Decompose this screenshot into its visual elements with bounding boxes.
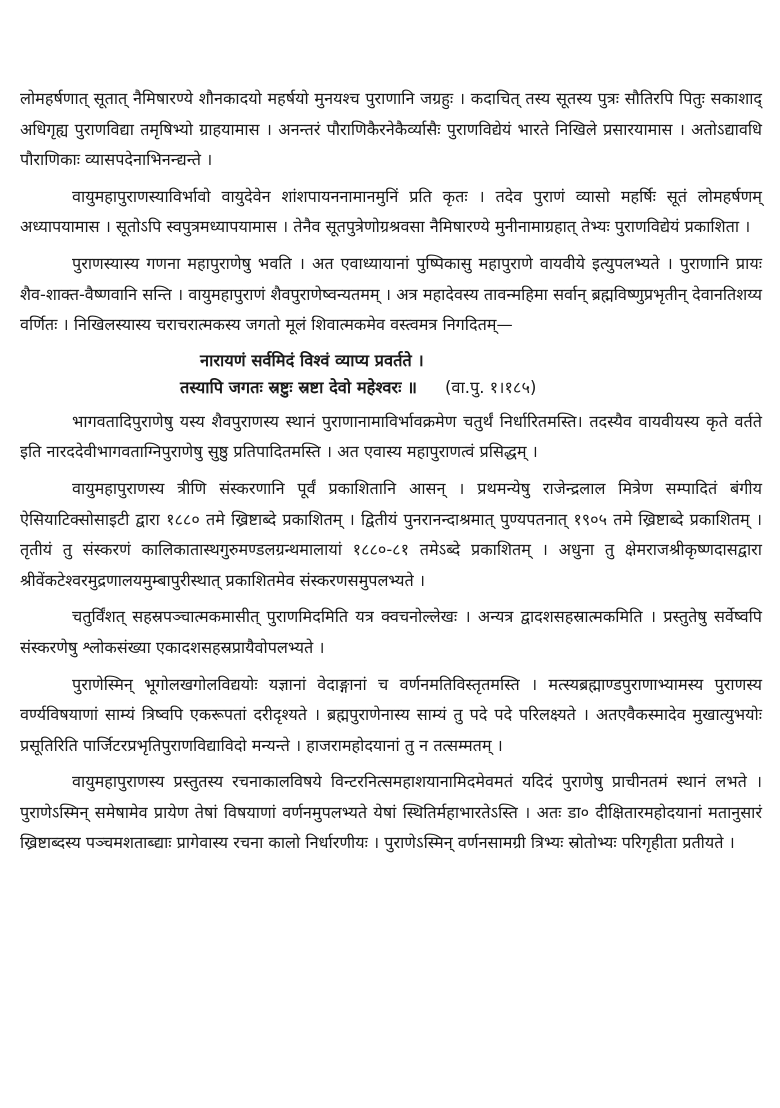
paragraph-3: पुराणस्यास्य गणना महापुराणेषु भवति । अत एवाध्यायानां पुष्पिकासु महापुराणे वायवीये इत्युपलभ्यते । पुराणानि प्रायः शैव-शाक्त-वैष्णवानि सन्ति । वायुमहापुराणं शैवपुराणेष्वन्यतमम् । अत्र महादेवस्य तावन्महिमा सर्वान् ब्रह्मविष्णुप्रभृतीन् देवानतिशय्य वर्णितः । निखिलस्यास्य चराचरात्मकस्य जगतो मूलं शिवात्मकमेव वस्त्वमत्र निगदितम्— bbox=[20, 253, 762, 335]
paragraph-2: वायुमहापुराणस्याविर्भावो वायुदेवेन शांशपायननामानमुनिं प्रति कृतः । तदेव पुराणं व्यासो महर्षिः सूतं लोमहर्षणम् अध्यापयामास । सूतोऽपि स्वपुत्रमध्यापयामास । तेनैव सूतपुत्रेणोग्रश्रवसा नैमिषारण्ये मुनीनामाग्रहात् तेभ्यः पुराणविद्येयं प्रकाशिता । bbox=[20, 186, 762, 237]
document-page bbox=[20, 84, 762, 865]
paragraph-6: चतुर्विंशत् सहस्रपञ्चात्मकमासीत् पुराणमिदमिति यत्र क्वचनोल्लेखः । अन्यत्र द्वादशसहस्रात्मकमिति । प्रस्तुतेषु सर्वेष्वपि संस्करणेषु श्लोकसंख्या एकादशसहस्रप्रायैवोपलभ्यते । bbox=[20, 607, 762, 657]
verse-line-2 bbox=[20, 374, 762, 401]
paragraph-4: भागवतादिपुराणेषु यस्य शैवपुराणस्य स्थानं पुराणानामाविर्भावक्रमेण चतुर्थं निर्धारितमस्ति। तदस्यैव वायवीयस्य कृते वर्तते इति नारददेवीभागवताग्निपुराणेषु सुष्ठु प्रतिपादितमस्ति । अत एवास्य महापुराणत्वं प्रसिद्धम् । bbox=[20, 411, 762, 462]
verse-reference: (वा.पु. १।१८५) bbox=[444, 377, 537, 397]
paragraph-5: वायुमहापुराणस्य त्रीणि संस्करणानि पूर्वं प्रकाशितानि आसन् । प्रथमन्येषु राजेन्द्रलाल मित्रेण सम्पादितं बंगीय ऐसियाटिक्सोसाइटी द्वारा १८८० तमे ख्रिष्टाब्दे प्रकाशितम् । द्वितीयं पुनरानन्दाश्रमात् पुण्यपतनात् १९०५ तमे ख्रिष्टाब्दे प्रकाशितम् । तृतीयं तु संस्करणं कालिकातास्थगुरुमण्डलग्रन्थमालायां १८८०-८१ तमेऽब्दे प्रकाशितम् । अधुना तु क्षेमराजश्रीकृष्णदासद्वारा श्रीवेंकटेश्वरमुद्रणालयमुम्बापुरीस्थात् प्रकाशितमेव संस्करणसमुपलभ्यते । bbox=[20, 478, 762, 590]
verse-quote bbox=[20, 347, 762, 401]
verse-line-1: नारायणं सर्वमिदं विश्वं व्याप्य प्रवर्तते । bbox=[200, 350, 424, 370]
paragraph-8: वायुमहापुराणस्य प्रस्तुतस्य रचनाकालविषये विन्टरनित्समहाशयानामिदमेवमतं यदिदं पुराणेषु प्राचीनतमं स्थानं लभते । पुराणेऽस्मिन् समेषामेव प्रायेण तेषां विषयाणां वर्णनमुपलभ्यते येषां स्थितिर्महाभारतेऽस्ति । अतः डा० दीक्षितारमहोदयानां मतानुसारं ख्रिष्टाब्दस्य पञ्चमशताब्द्याः प्रागेवास्य रचना कालो निर्धारणीयः । पुराणेऽस्मिन् वर्णनसामग्री त्रिभ्यः स्रोतोभ्यः परिगृहीता प्रतीयते । bbox=[20, 772, 762, 853]
verse-line-2-text: तस्यापि जगतः स्रष्टुः स्रष्टा देवो महेश्वरः ॥ bbox=[180, 377, 417, 397]
paragraph-1: लोमहर्षणात् सूतात् नैमिषारण्ये शौनकादयो महर्षयो मुनयश्च पुराणानि जग्रहुः । कदाचित् तस्य सूतस्य पुत्रः सौतिरपि पितुः सकाशाद् अधिगृह्य पुराणविद्या तमृषिभ्यो ग्राहयामास । अनन्तरं पौराणिकैरनेकैर्व्यासैः पुराणविद्येयं भारते निखिले प्रसारयामास । अतोऽद्यावधि पौराणिकाः व्यासपदेनाभिनन्द्यन्ते । bbox=[20, 89, 762, 170]
paragraph-7: पुराणेस्मिन् भूगोलखगोलविद्ययोः यज्ञानां वेदाङ्गानां च वर्णनमतिविस्तृतमस्ति । मत्स्यब्रह्माण्डपुराणाभ्यामस्य पुराणस्य वर्ण्यविषयाणां साम्यं त्रिष्वपि एकरूपतां दरीदृश्यते । ब्रह्मपुराणेनास्य साम्यं तु पदे पदे परिलक्ष्यते । अतएवैकस्मादेव मुखात्युभयोः प्रसूतिरिति पार्जिटरप्रभृतिपुराणविद्याविदो मन्यन्ते । हाजरामहोदयानां तु न तत्सम्मतम् । bbox=[20, 674, 762, 755]
